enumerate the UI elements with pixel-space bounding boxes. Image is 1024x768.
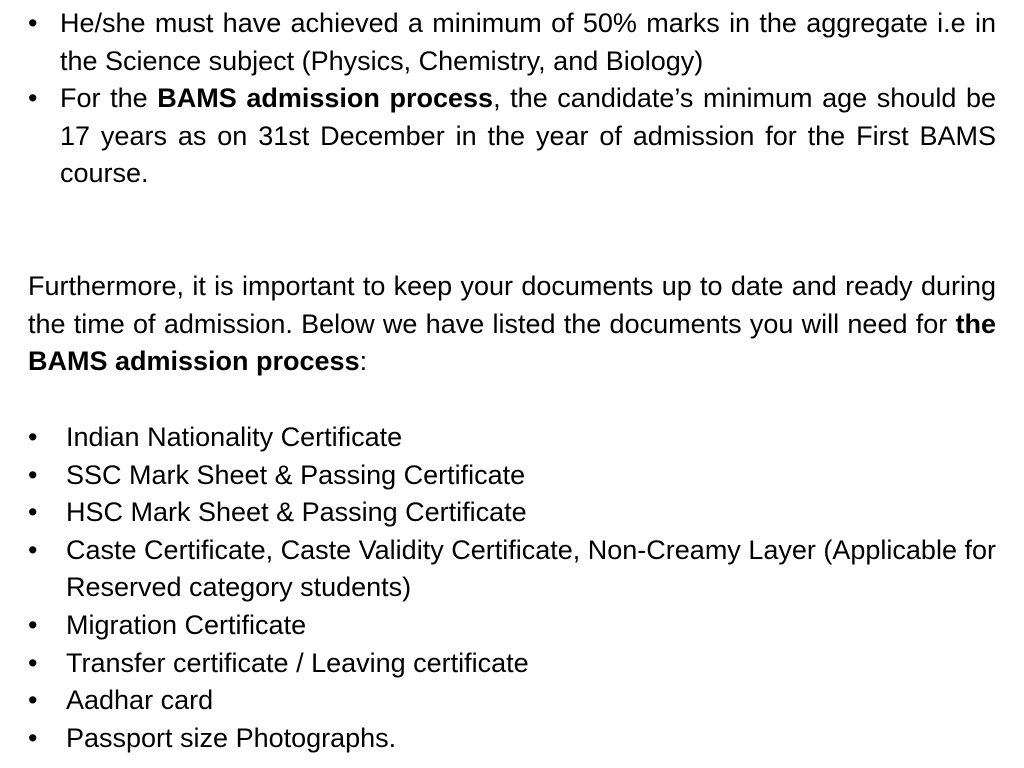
paragraph-text-post: : [359, 346, 368, 377]
paragraph-text-bold: the BAMS admission process [28, 308, 996, 377]
eligibility-text-bold: BAMS admission process [157, 83, 494, 114]
bullet-icon: • [28, 422, 38, 452]
document-item [28, 419, 996, 457]
eligibility-item [28, 80, 996, 193]
document-item [28, 645, 996, 683]
document-text: Passport size Photographs. [66, 722, 397, 753]
document-text: Migration Certificate [66, 609, 307, 640]
bullet-icon: • [28, 685, 38, 716]
bullet-icon: • [28, 497, 38, 528]
document-text: SSC Mark Sheet & Passing Certificate [66, 459, 526, 490]
bullet-icon: • [28, 722, 38, 753]
documents-intro-paragraph [28, 268, 996, 381]
paragraph-text-pre: Furthermore, it is important to keep your documents up to date and ready during the time of admission. Below we have listed the documents you will need for [28, 271, 996, 339]
bullet-icon: • [28, 8, 38, 38]
eligibility-item [28, 5, 996, 80]
bullet-icon: • [28, 609, 38, 640]
eligibility-text: He/she must have achieved a minimum of 50% marks in the aggregate i.e in the Science subject (Physics, Chemistry, and Biology) [60, 8, 996, 76]
document-item [28, 682, 996, 720]
document-text: Caste Certificate, Caste Validity Certificate, Non-Creamy Layer (Applicable for Reserved category students) [66, 534, 996, 603]
document-text: Aadhar card [66, 685, 214, 716]
bullet-icon: • [28, 534, 38, 565]
document-text: HSC Mark Sheet & Passing Certificate [66, 497, 527, 528]
document-text: Transfer certificate / Leaving certificate [66, 647, 529, 678]
document-item [28, 532, 996, 607]
document-item [28, 720, 996, 758]
document-item [28, 607, 996, 645]
document-text: Indian Nationality Certificate [66, 422, 403, 452]
bullet-icon: • [28, 459, 38, 490]
bullet-icon: • [28, 647, 38, 678]
document-item [28, 457, 996, 495]
bullet-icon: • [28, 83, 38, 114]
eligibility-list [28, 5, 996, 193]
eligibility-text-pre: For the [60, 83, 158, 114]
documents-list [28, 419, 996, 757]
eligibility-text-post: , the candidate’s minimum age should be 17 years as on 31st December in the year of admission for the First BAMS course. [60, 83, 996, 189]
document-item [28, 494, 996, 532]
